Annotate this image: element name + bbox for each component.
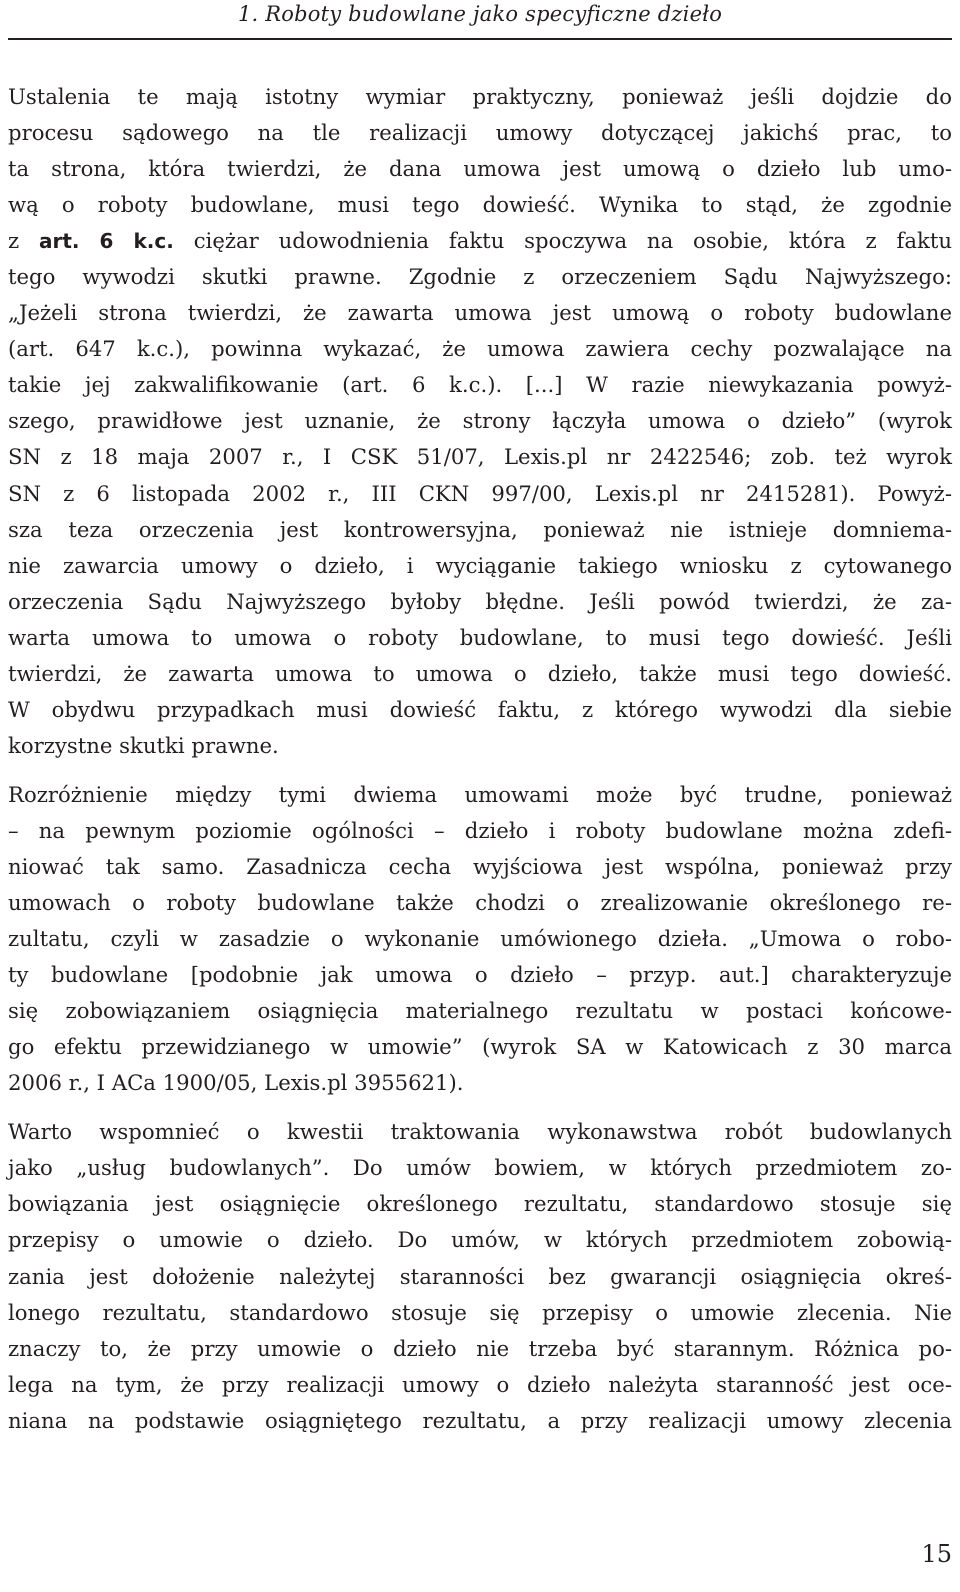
text-line: takie jej zakwalifikowanie (art. 6 k.c.). [...] W razie niewykazania powyż- [8, 372, 952, 398]
text-line: Ustalenia te mają istotny wymiar praktyczny, ponieważ jeśli dojdzie do [8, 84, 952, 109]
text-line: procesu sądowego na tle realizacji umowy dotyczącej jakichś prac, to [8, 120, 952, 146]
text-line: SN z 6 listopada 2002 r., III CKN 997/00, Lexis.pl nr 2415281). Powyż- [8, 480, 952, 506]
text-line: zania jest dołożenie należytej staranności bez gwarancji osiągnięcia okreś- [8, 1263, 952, 1289]
paragraph-1 [8, 79, 952, 764]
legal-citation-bold: art. 6 k.c. [38, 229, 174, 254]
text-line: lega na tym, że przy realizacji umowy o dzieło należyta staranność jest oce- [8, 1371, 952, 1397]
text-line: korzystne skutki prawne. [8, 732, 279, 758]
body-text [8, 79, 952, 1439]
text-line: „Jeżeli strona twierdzi, że zawarta umowa jest umową o roboty budowlane [8, 300, 952, 326]
text-line: W obydwu przypadkach musi dowieść faktu, z którego wywodzi dla siebie [8, 696, 952, 722]
text-line-with-citation: z art. 6 k.c. ciężar udowodnienia faktu spoczywa na osobie, która z faktu [8, 228, 952, 254]
text-line: niować tak samo. Zasadnicza cecha wyjściowa jest wspólna, ponieważ przy [8, 853, 952, 879]
header-rule [8, 38, 952, 40]
text-line: sza teza orzeczenia jest kontrowersyjna, ponieważ nie istnieje domniema- [8, 516, 952, 542]
paragraph-gap [8, 764, 952, 777]
text-line: ta strona, która twierdzi, że dana umowa jest umową o dzieło lub umo- [8, 156, 952, 182]
text-line: jako „usług budowlanych”. Do umów bowiem, w których przedmiotem zo- [8, 1155, 952, 1181]
text-line: orzeczenia Sądu Najwyższego byłoby błędne. Jeśli powód twierdzi, że za- [8, 588, 952, 614]
text-line: (art. 647 k.c.), powinna wykazać, że umowa zawiera cechy pozwalające na [8, 336, 952, 362]
running-head: 1. Roboty budowlane jako specyficzne dzieło [237, 2, 723, 26]
page-number: 15 [921, 1540, 952, 1568]
text-line: warta umowa to umowa o roboty budowlane, to musi tego dowieść. Jeśli [8, 624, 952, 650]
text-line: wą o roboty budowlane, musi tego dowieść. Wynika to stąd, że zgodnie [8, 192, 952, 218]
paragraph-gap [8, 1101, 952, 1114]
text-line: go efektu przewidzianego w umowie” (wyrok SA w Katowicach z 30 marca [8, 1034, 952, 1060]
text-line: umowach o roboty budowlane także chodzi o zrealizowanie określonego re- [8, 890, 952, 916]
text-line: twierdzi, że zawarta umowa to umowa o dzieło, także musi tego dowieść. [8, 660, 952, 686]
paragraph-2 [8, 777, 952, 1101]
text-line: lonego rezultatu, standardowo stosuje się przepisy o umowie zlecenia. Nie [8, 1299, 952, 1325]
text-line: Warto wspomnieć o kwestii traktowania wykonawstwa robót budowlanych [8, 1119, 952, 1145]
text-line: zultatu, czyli w zasadzie o wykonanie umówionego dzieła. „Umowa o robo- [8, 926, 952, 952]
text-line: znaczy to, że przy umowie o dzieło nie trzeba być starannym. Różnica po- [8, 1335, 952, 1361]
text-line: niana na podstawie osiągniętego rezultatu, a przy realizacji umowy zlecenia [8, 1407, 952, 1433]
text-line: przepisy o umowie o dzieło. Do umów, w których przedmiotem zobowią- [8, 1227, 952, 1253]
text-line: 2006 r., I ACa 1900/05, Lexis.pl 3955621). [8, 1070, 464, 1096]
text-line: Rozróżnienie między tymi dwiema umowami może być trudne, ponieważ [8, 781, 952, 807]
text-line: nie zawarcia umowy o dzieło, i wyciąganie takiego wniosku z cytowanego [8, 552, 952, 578]
text-line: – na pewnym poziomie ogólności – dzieło i roboty budowlane można zdefi- [8, 817, 952, 843]
text-line: się zobowiązaniem osiągnięcia materialnego rezultatu w postaci końcowe- [8, 998, 952, 1024]
text-line: tego wywodzi skutki prawne. Zgodnie z orzeczeniem Sądu Najwyższego: [8, 264, 952, 290]
text-line: szego, prawidłowe jest uznanie, że strony łączyła umowa o dzieło” (wyrok [8, 408, 952, 434]
paragraph-3 [8, 1114, 952, 1438]
text-line: ty budowlane [podobnie jak umowa o dzieło – przyp. aut.] charakteryzuje [8, 962, 952, 988]
text-line: SN z 18 maja 2007 r., I CSK 51/07, Lexis.pl nr 2422546; zob. też wyrok [8, 444, 952, 470]
text-line: bowiązania jest osiągnięcie określonego rezultatu, standardowo stosuje się [8, 1191, 952, 1217]
